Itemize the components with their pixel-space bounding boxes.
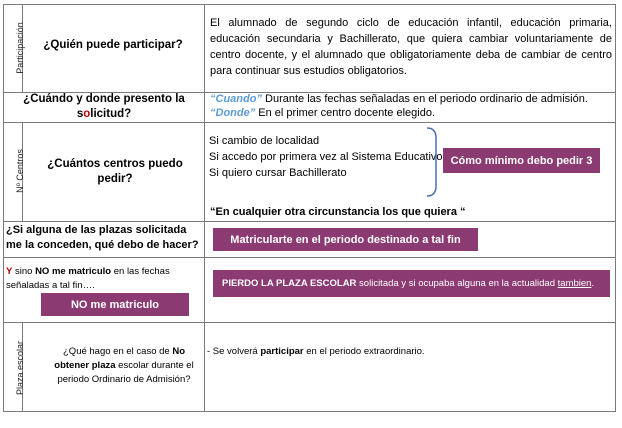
answer-periodo-extraordinario: - Se volverá participar en el periodo extraordinario. [207, 346, 425, 357]
matricularte-box: Matricularte en el periodo destinado a tal fin [213, 228, 478, 251]
list-item: Si quiero cursar Bachillerato [209, 167, 347, 179]
list-condiciones [209, 133, 449, 181]
question-cuando-donde: ¿Cuándo y donde presento la solicitud? [23, 93, 185, 120]
question-cuantos-centros: ¿Cuántos centros puedo pedir? [47, 158, 183, 185]
list-item: Si cambio de localidad [209, 135, 320, 147]
section-label-centros: Nº Centros [15, 149, 25, 193]
answer-quien-participar: El alumnado de segundo ciclo de educación infantil, educación primaria, educación secundaria y Bachillerato, que quiera cambiar voluntariamente de centro docente, y el alumnado que obligatoriamente deba de cambiar de centro para continuar sus estudios obligatorios. [210, 17, 612, 77]
donde-label: “Donde” [210, 107, 256, 119]
pierdo-plaza-box: PIERDO LA PLAZA ESCOLAR solicitada y si ocupaba alguna en la actualidad tambien. [213, 270, 610, 297]
section-label-plaza: Plaza escolar [15, 340, 25, 396]
other-circumstance: “En cualquier otra circunstancia los que quiera “ [210, 206, 466, 218]
answer-donde: “Donde” En el primer centro docente elegido. [210, 107, 436, 119]
min-centros-box: Cómo mínimo debo pedir 3 [443, 148, 600, 173]
list-item: Si accedo por primera vez al Sistema Educativo [209, 151, 443, 163]
bracket-icon [424, 126, 440, 198]
question-quien-participar: ¿Quién puede participar? [43, 39, 183, 51]
no-matriculo-box: NO me matriculo [41, 293, 189, 316]
answer-cuando: “Cuando” Durante las fechas señaladas en el periodo ordinario de admisión. [210, 93, 588, 105]
question-plaza-concedida: ¿Si alguna de las plazas solicitada me la conceden, qué debo de hacer? [6, 224, 199, 251]
cuando-label: “Cuando” [210, 93, 262, 105]
section-label-participacion: Participación [15, 22, 25, 74]
question-no-obtener-plaza: ¿Qué hago en el caso de No obtener plaza escolar durante el periodo Ordinario de Admisión? [54, 346, 194, 385]
question-no-matriculo: Y sino NO me matriculo en las fechas señaladas a tal fin…. [6, 266, 170, 291]
